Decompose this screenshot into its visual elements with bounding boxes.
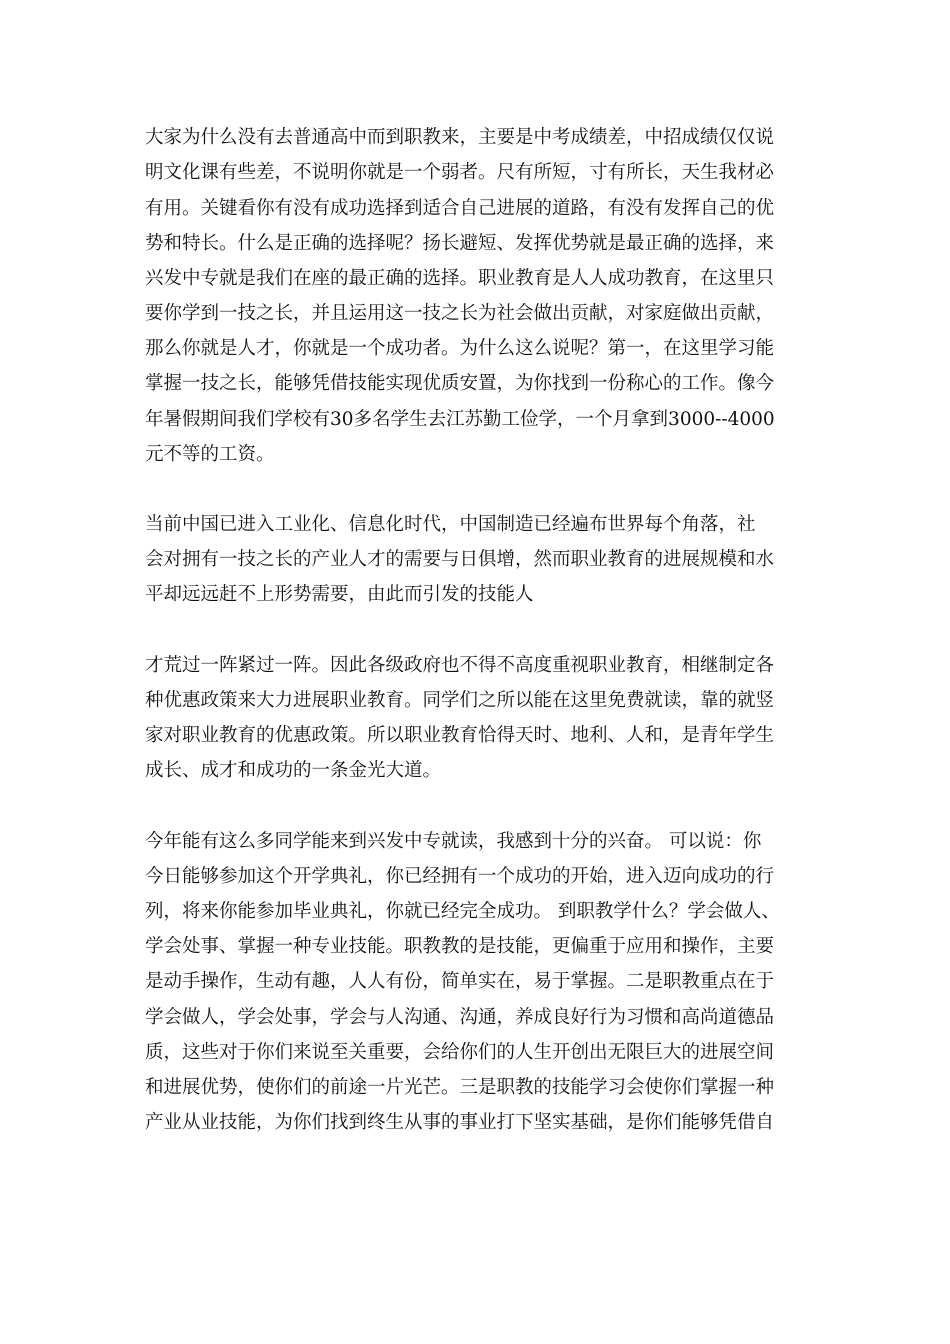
text-line: 今日能够参加这个开学典礼，你已经拥有一个成功的开始，进入迈向成功的行 — [145, 866, 775, 887]
text-line: 产业从业技能，为你们找到终生从事的事业打下坚实基础，是你们能够凭借自 — [145, 1112, 775, 1133]
text-line: 种优惠政策来大力进展职业教育。同学们之所以能在这里免费就读，靠的就竖 — [145, 690, 775, 711]
text-line: 要你学到一技之长，并且运用这一技之长为社会做出贡献，对家庭做出贡献， — [145, 303, 775, 324]
text-line: 平却远远赶不上形势需要，由此而引发的技能人 — [145, 584, 534, 605]
text-line: 学会处事、掌握一种专业技能。职教教的是技能，更偏重于应用和操作，主要 — [145, 936, 775, 957]
text-line: 会对拥有一技之长的产业人才的需要与日俱增，然而职业教育的进展规模和水 — [145, 549, 775, 570]
text-line: 学会做人，学会处事，学会与人沟通、沟通，养成良好行为习惯和高尚道德品 — [145, 1007, 775, 1028]
text-line: 是动手操作，生动有趣，人人有份，简单实在，易于掌握。二是职教重点在于 — [145, 971, 775, 992]
text-line: 元不等的工资。 — [145, 444, 275, 465]
text-line: 势和特长。什么是正确的选择呢？扬长避短、发挥优势就是最正确的选择，来 — [145, 233, 775, 254]
text-line: 掌握一技之长，能够凭借技能实现优质安置，为你找到一份称心的工作。像今 — [145, 373, 775, 394]
text-line: 列，将来你能参加毕业典礼，你就已经完全成功。 到职教学什么？学会做人、 — [145, 901, 780, 922]
text-line: 大家为什么没有去普通高中而到职教来，主要是中考成绩差，中招成绩仅仅说 — [145, 127, 775, 148]
text-line: 和进展优势，使你们的前途一片光芒。三是职教的技能学习会使你们掌握一种 — [145, 1077, 775, 1098]
text-line: 才荒过一阵紧过一阵。因此各级政府也不得不高度重视职业教育，相继制定各 — [145, 655, 775, 676]
text-line: 成长、成才和成功的一条金光大道。 — [145, 760, 442, 781]
text-line: 那么你就是人才，你就是一个成功者。为什么这么说呢？第一，在这里学习能 — [145, 338, 775, 359]
text-line: 兴发中专就是我们在座的最正确的选择。职业教育是人人成功教育，在这里只 — [145, 268, 775, 289]
text-line: 当前中国已进入工业化、信息化时代，中国制造已经遍布世界每个角落，社 — [145, 514, 756, 535]
text-line: 有用。关键看你有没有成功选择到适合自己进展的道路，有没有发挥自己的优 — [145, 198, 775, 219]
text-line: 家对职业教育的优惠政策。所以职业教育恰得天时、地利、人和，是青年学生 — [145, 725, 775, 746]
text-line: 年暑假期间我们学校有30多名学生去江苏勤工俭学，一个月拿到3000--4000 — [145, 409, 775, 430]
text-line: 今年能有这么多同学能来到兴发中专就读，我感到十分的兴奋。 可以说：你 — [145, 831, 762, 852]
text-line: 明文化课有些差，不说明你就是一个弱者。尺有所短，寸有所长，天生我材必 — [145, 162, 775, 183]
text-line: 质，这些对于你们来说至关重要，会给你们的人生开创出无限巨大的进展空间 — [145, 1042, 775, 1063]
